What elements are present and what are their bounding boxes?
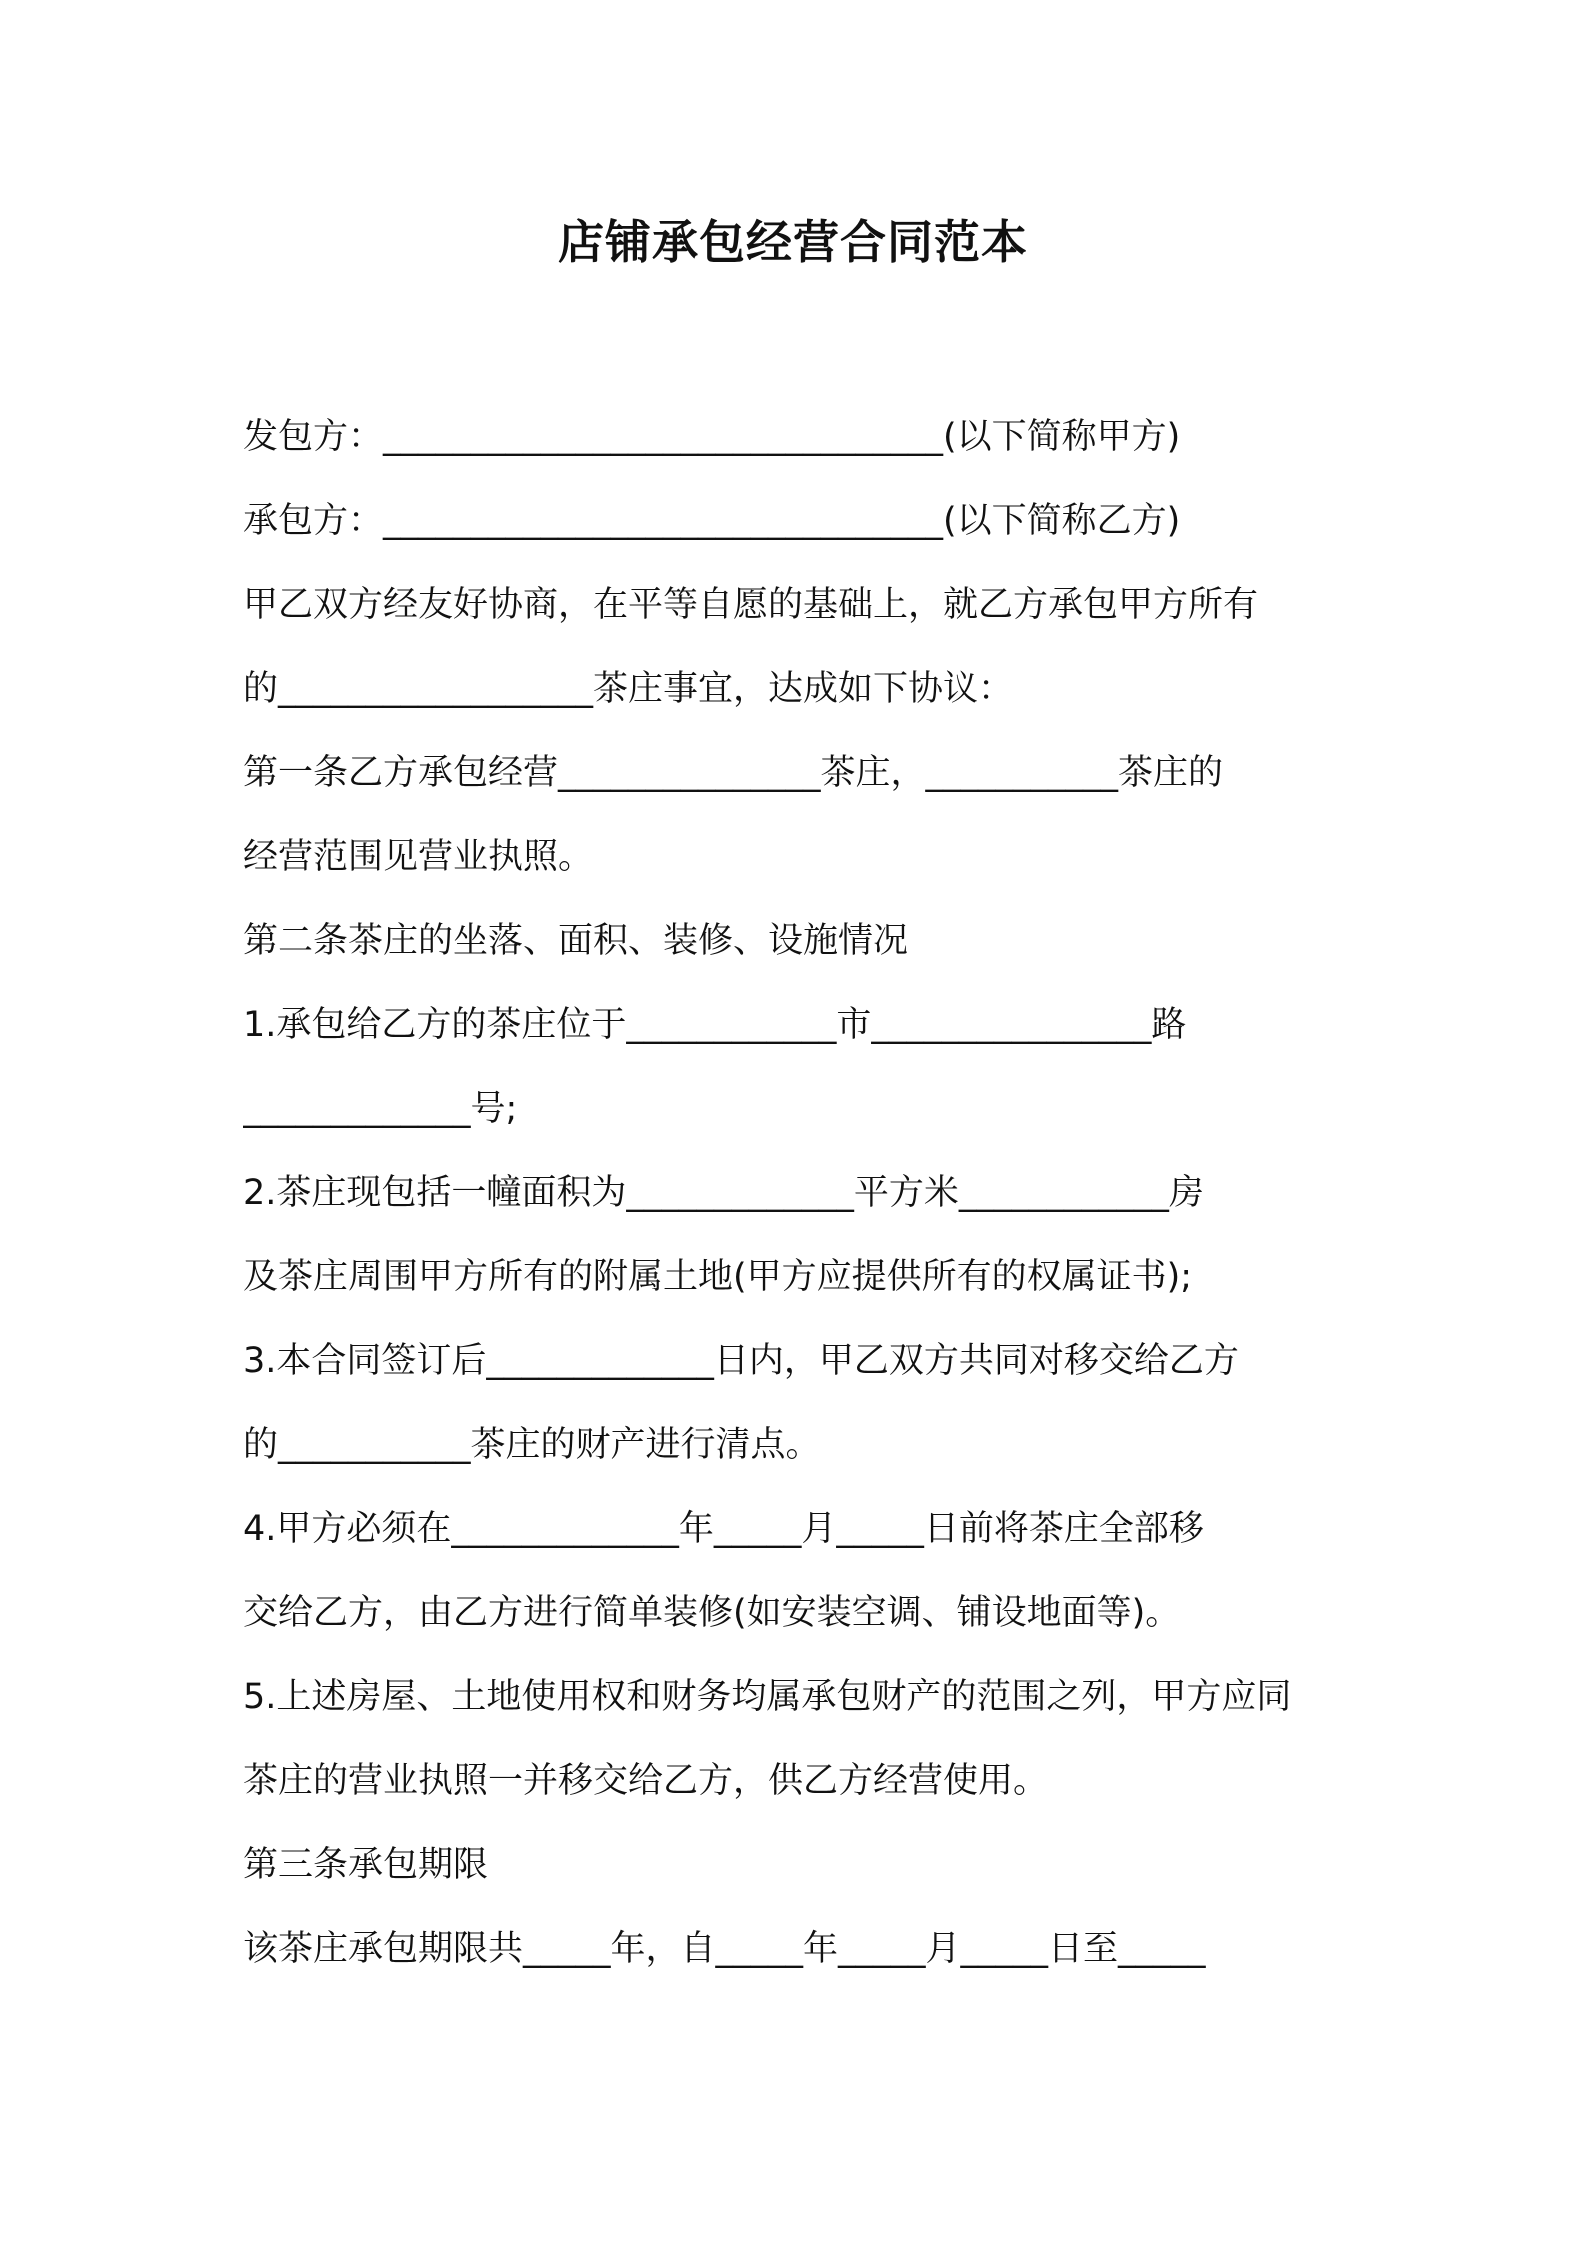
clause-2-1-line-1: 1.承包给乙方的茶庄位于____________市________________路 (243, 1005, 1187, 1045)
party-b-line: 承包方：________________________________(以下简称乙方) (243, 501, 1181, 541)
document-body (243, 407, 1353, 2003)
clause-2-4-line-2: 交给乙方，由乙方进行简单装修(如安装空调、铺设地面等)。 (243, 1593, 1181, 1633)
clause-2-5-line-1: 5.上述房屋、土地使用权和财务均属承包财产的范围之列，甲方应同 (243, 1677, 1292, 1717)
intro-line-2: 的__________________茶庄事宜，达成如下协议： (243, 669, 1014, 709)
party-a-line: 发包方：________________________________(以下简称甲方) (243, 417, 1181, 457)
intro-line-1: 甲乙双方经友好协商，在平等自愿的基础上，就乙方承包甲方所有 (243, 585, 1259, 625)
article-3-line-1: 该茶庄承包期限共_____年，自_____年_____月_____日至_____ (243, 1929, 1206, 1969)
clause-2-5-line-2: 茶庄的营业执照一并移交给乙方，供乙方经营使用。 (243, 1761, 1049, 1801)
article-3-heading: 第三条承包期限 (243, 1845, 489, 1885)
clause-2-3-line-1: 3.本合同签订后_____________日内，甲乙双方共同对移交给乙方 (243, 1341, 1239, 1381)
clause-2-2-line-1: 2.茶庄现包括一幢面积为_____________平方米____________房 (243, 1173, 1204, 1213)
article-1-line-2: 经营范围见营业执照。 (243, 837, 594, 877)
clause-2-1-line-2: _____________号; (243, 1089, 518, 1129)
article-2-heading: 第二条茶庄的坐落、面积、装修、设施情况 (243, 921, 909, 961)
clause-2-2-line-2: 及茶庄周围甲方所有的附属土地(甲方应提供所有的权属证书); (243, 1257, 1193, 1297)
clause-2-4-line-1: 4.甲方必须在_____________年_____月_____日前将茶庄全部移 (243, 1509, 1204, 1549)
article-1-line-1: 第一条乙方承包经营_______________茶庄，___________茶庄的 (243, 753, 1224, 793)
clause-2-3-line-2: 的___________茶庄的财产进行清点。 (243, 1425, 821, 1465)
document-title: 店铺承包经营合同范本 (558, 215, 1028, 269)
